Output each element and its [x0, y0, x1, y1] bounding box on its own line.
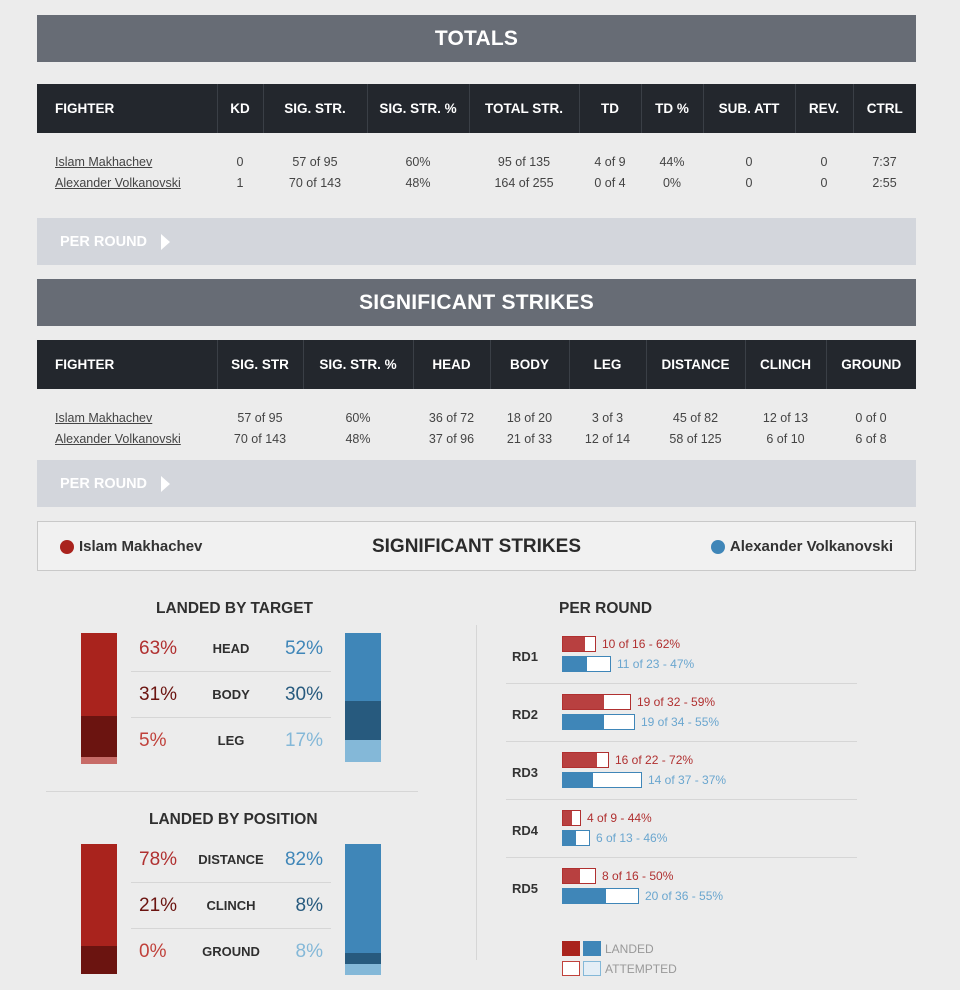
table-cell: 0	[236, 155, 244, 169]
col-header[interactable]: CLINCH	[745, 340, 826, 389]
attempted-bar	[562, 868, 596, 884]
table-cell: 37 of 96	[428, 432, 475, 446]
round-separator	[506, 683, 857, 684]
target-bar-right	[345, 633, 381, 762]
table-cell: 12 of 14	[584, 432, 631, 446]
category-label: GROUND	[202, 944, 260, 959]
totals-data-row	[37, 133, 916, 219]
col-header[interactable]: HEAD	[413, 340, 490, 389]
round-value: 19 of 32 - 59%	[637, 695, 716, 709]
category-label: HEAD	[212, 641, 250, 656]
bar-segment	[345, 701, 381, 740]
table-cell: 36 of 72	[428, 411, 475, 425]
landed-key-blue	[583, 941, 601, 956]
round-value: 20 of 36 - 55%	[645, 889, 724, 903]
expand-arrow-icon	[161, 476, 170, 492]
round-label: RD5	[512, 881, 539, 896]
position-row-ground	[131, 929, 331, 975]
round-separator	[506, 799, 857, 800]
kd-cell	[217, 133, 263, 219]
rev-cell	[795, 133, 853, 219]
landed-bar	[563, 773, 593, 787]
bar-segment	[345, 633, 381, 701]
bar-segment	[81, 716, 117, 757]
fighter-link[interactable]: Alexander Volkanovski	[55, 432, 181, 446]
landed-bar	[563, 889, 606, 903]
attempted-bar	[562, 830, 590, 846]
table-cell: 0%	[662, 176, 682, 190]
table-cell: 0	[820, 155, 828, 169]
target-bar-left	[81, 633, 117, 764]
attempted-bar	[562, 810, 581, 826]
percent-right: 82%	[284, 849, 323, 870]
attempted-bar	[562, 772, 642, 788]
percent-left: 31%	[139, 684, 178, 705]
attempted-bar	[562, 888, 639, 904]
attempted-bar	[562, 752, 609, 768]
target-row-leg	[131, 718, 331, 764]
landed-by-target-title: LANDED BY TARGET	[156, 600, 314, 617]
attempted-bar	[562, 656, 611, 672]
col-header[interactable]: SUB. ATT	[703, 84, 795, 133]
table-cell: 0	[820, 176, 828, 190]
landed-bar	[563, 715, 604, 729]
chart-header	[37, 521, 916, 571]
col-header[interactable]: LEG	[569, 340, 646, 389]
table-cell: 48%	[405, 176, 431, 190]
round-label: RD3	[512, 765, 539, 780]
td-cell	[579, 133, 641, 219]
sig-strikes-title: SIGNIFICANT STRIKES	[37, 279, 916, 326]
col-header[interactable]: GROUND	[826, 340, 916, 389]
sub-att-cell	[703, 133, 795, 219]
col-header[interactable]: FIGHTER	[37, 340, 217, 389]
table-cell: 0	[745, 176, 753, 190]
percent-right: 52%	[284, 638, 323, 659]
col-header[interactable]: CTRL	[853, 84, 916, 133]
fighter-link[interactable]: Islam Makhachev	[55, 411, 153, 425]
per-round-label: PER ROUND	[60, 233, 148, 250]
position-bar-right	[345, 844, 381, 975]
table-cell: 7:37	[872, 155, 897, 169]
td-pct-cell	[641, 133, 703, 219]
percent-right: 17%	[284, 730, 323, 751]
sig-per-round-toggle[interactable]	[37, 460, 916, 507]
total-str-cell	[469, 133, 579, 219]
totals-header-row	[37, 84, 916, 133]
fighter-cell	[37, 133, 217, 219]
landed-bar	[563, 695, 604, 709]
table-cell: 6 of 10	[766, 432, 805, 446]
fighter-legend-right	[711, 538, 893, 555]
col-header[interactable]: TOTAL STR.	[469, 84, 579, 133]
percent-left: 78%	[139, 849, 178, 870]
landed-by-position-title: LANDED BY POSITION	[149, 811, 318, 828]
bar-segment	[345, 953, 381, 964]
table-cell: 58 of 125	[669, 432, 722, 446]
expand-arrow-icon	[161, 234, 170, 250]
bar-segment	[345, 964, 381, 975]
table-cell: 4 of 9	[594, 155, 626, 169]
fighter-name: Alexander Volkanovski	[729, 538, 893, 555]
divider	[476, 625, 477, 960]
category-label: LEG	[217, 733, 245, 748]
legend-attempted: ATTEMPTED	[605, 962, 677, 976]
percent-left: 21%	[139, 895, 178, 916]
percent-right: 8%	[295, 941, 323, 962]
table-cell: 21 of 33	[506, 432, 553, 446]
round-value: 19 of 34 - 55%	[641, 715, 720, 729]
table-cell: 60%	[405, 155, 431, 169]
position-bar-left	[81, 844, 117, 974]
round-value: 6 of 13 - 46%	[596, 831, 668, 845]
sig-header-row	[37, 340, 916, 389]
landed-bar	[563, 753, 597, 767]
table-cell: 95 of 135	[497, 155, 551, 169]
table-cell: 57 of 95	[237, 411, 283, 425]
round-label: RD1	[512, 649, 539, 664]
attempted-bar	[562, 694, 631, 710]
bar-segment	[81, 633, 117, 716]
position-row-distance	[131, 837, 331, 883]
col-header[interactable]: DISTANCE	[646, 340, 745, 389]
col-header[interactable]: TD	[579, 84, 641, 133]
percent-left: 0%	[139, 941, 167, 962]
fighter-name: Islam Makhachev	[79, 538, 203, 555]
landed-key-red	[562, 941, 580, 956]
target-row-head	[131, 626, 331, 672]
category-label: DISTANCE	[198, 852, 264, 867]
table-cell: 0	[745, 155, 753, 169]
attempted-bar	[562, 714, 635, 730]
sig-str-cell	[263, 133, 367, 219]
round-value: 16 of 22 - 72%	[615, 753, 694, 767]
bar-segment	[345, 844, 381, 953]
table-cell: 0 of 4	[594, 176, 626, 190]
round-label: RD2	[512, 707, 539, 722]
round-separator	[506, 857, 857, 858]
percent-left: 63%	[139, 638, 178, 659]
fighter-link[interactable]: Alexander Volkanovski	[55, 176, 181, 190]
bar-segment	[345, 740, 381, 762]
landed-bar	[563, 637, 585, 651]
legend-landed: LANDED	[605, 942, 654, 956]
totals-table	[37, 84, 916, 219]
col-header[interactable]: FIGHTER	[37, 84, 217, 133]
divider	[46, 791, 418, 792]
col-header[interactable]: REV.	[795, 84, 853, 133]
round-value: 8 of 16 - 50%	[602, 869, 674, 883]
col-header[interactable]: SIG. STR. %	[303, 340, 413, 389]
table-cell: 0 of 0	[855, 411, 887, 425]
per-round-title: PER ROUND	[559, 600, 653, 617]
table-cell: 1	[236, 176, 244, 190]
per-round-label: PER ROUND	[60, 475, 148, 492]
fighter-link[interactable]: Islam Makhachev	[55, 155, 153, 169]
attempted-key-red	[562, 961, 580, 976]
table-cell: 164 of 255	[494, 176, 554, 190]
round-value: 4 of 9 - 44%	[587, 811, 652, 825]
sig-strikes-table	[37, 340, 916, 475]
col-header[interactable]: TD %	[641, 84, 703, 133]
totals-per-round-toggle[interactable]	[37, 218, 916, 265]
category-label: BODY	[212, 687, 250, 702]
blue-dot-icon	[711, 540, 725, 554]
col-header[interactable]: KD	[217, 84, 263, 133]
table-cell: 45 of 82	[672, 411, 719, 425]
col-header[interactable]: SIG. STR.	[263, 84, 367, 133]
bar-segment	[81, 844, 117, 946]
round-value: 11 of 23 - 47%	[617, 657, 695, 671]
table-cell: 48%	[345, 432, 371, 446]
landed-bar	[563, 831, 576, 845]
table-cell: 12 of 13	[762, 411, 809, 425]
table-cell: 70 of 143	[233, 432, 287, 446]
ctrl-cell	[853, 133, 916, 219]
percent-right: 30%	[284, 684, 323, 705]
table-cell: 60%	[345, 411, 371, 425]
col-header[interactable]: BODY	[490, 340, 569, 389]
col-header[interactable]: SIG. STR	[217, 340, 303, 389]
percent-right: 8%	[295, 895, 323, 916]
bar-segment	[81, 757, 117, 764]
table-cell: 70 of 143	[288, 176, 342, 190]
totals-title: TOTALS	[37, 15, 916, 62]
table-cell: 18 of 20	[506, 411, 553, 425]
table-cell: 57 of 95	[292, 155, 338, 169]
target-row-body	[131, 672, 331, 718]
position-row-clinch	[131, 883, 331, 929]
table-cell: 6 of 8	[855, 432, 887, 446]
landed-bar	[563, 811, 572, 825]
percent-left: 5%	[139, 730, 167, 751]
chart-section-title: SIGNIFICANT STRIKES	[371, 536, 581, 557]
table-cell: 44%	[659, 155, 685, 169]
round-separator	[506, 741, 857, 742]
table-cell: 3 of 3	[591, 411, 624, 425]
attempted-key-blue	[583, 961, 601, 976]
category-label: CLINCH	[206, 898, 256, 913]
landed-bar	[563, 657, 587, 671]
landed-bar	[563, 869, 580, 883]
table-cell: 2:55	[872, 176, 897, 190]
bar-segment	[81, 946, 117, 974]
col-header[interactable]: SIG. STR. %	[367, 84, 469, 133]
attempted-bar	[562, 636, 596, 652]
sig-str-pct-cell	[367, 133, 469, 219]
round-value: 10 of 16 - 62%	[602, 637, 681, 651]
round-value: 14 of 37 - 37%	[648, 773, 727, 787]
round-label: RD4	[512, 823, 539, 838]
